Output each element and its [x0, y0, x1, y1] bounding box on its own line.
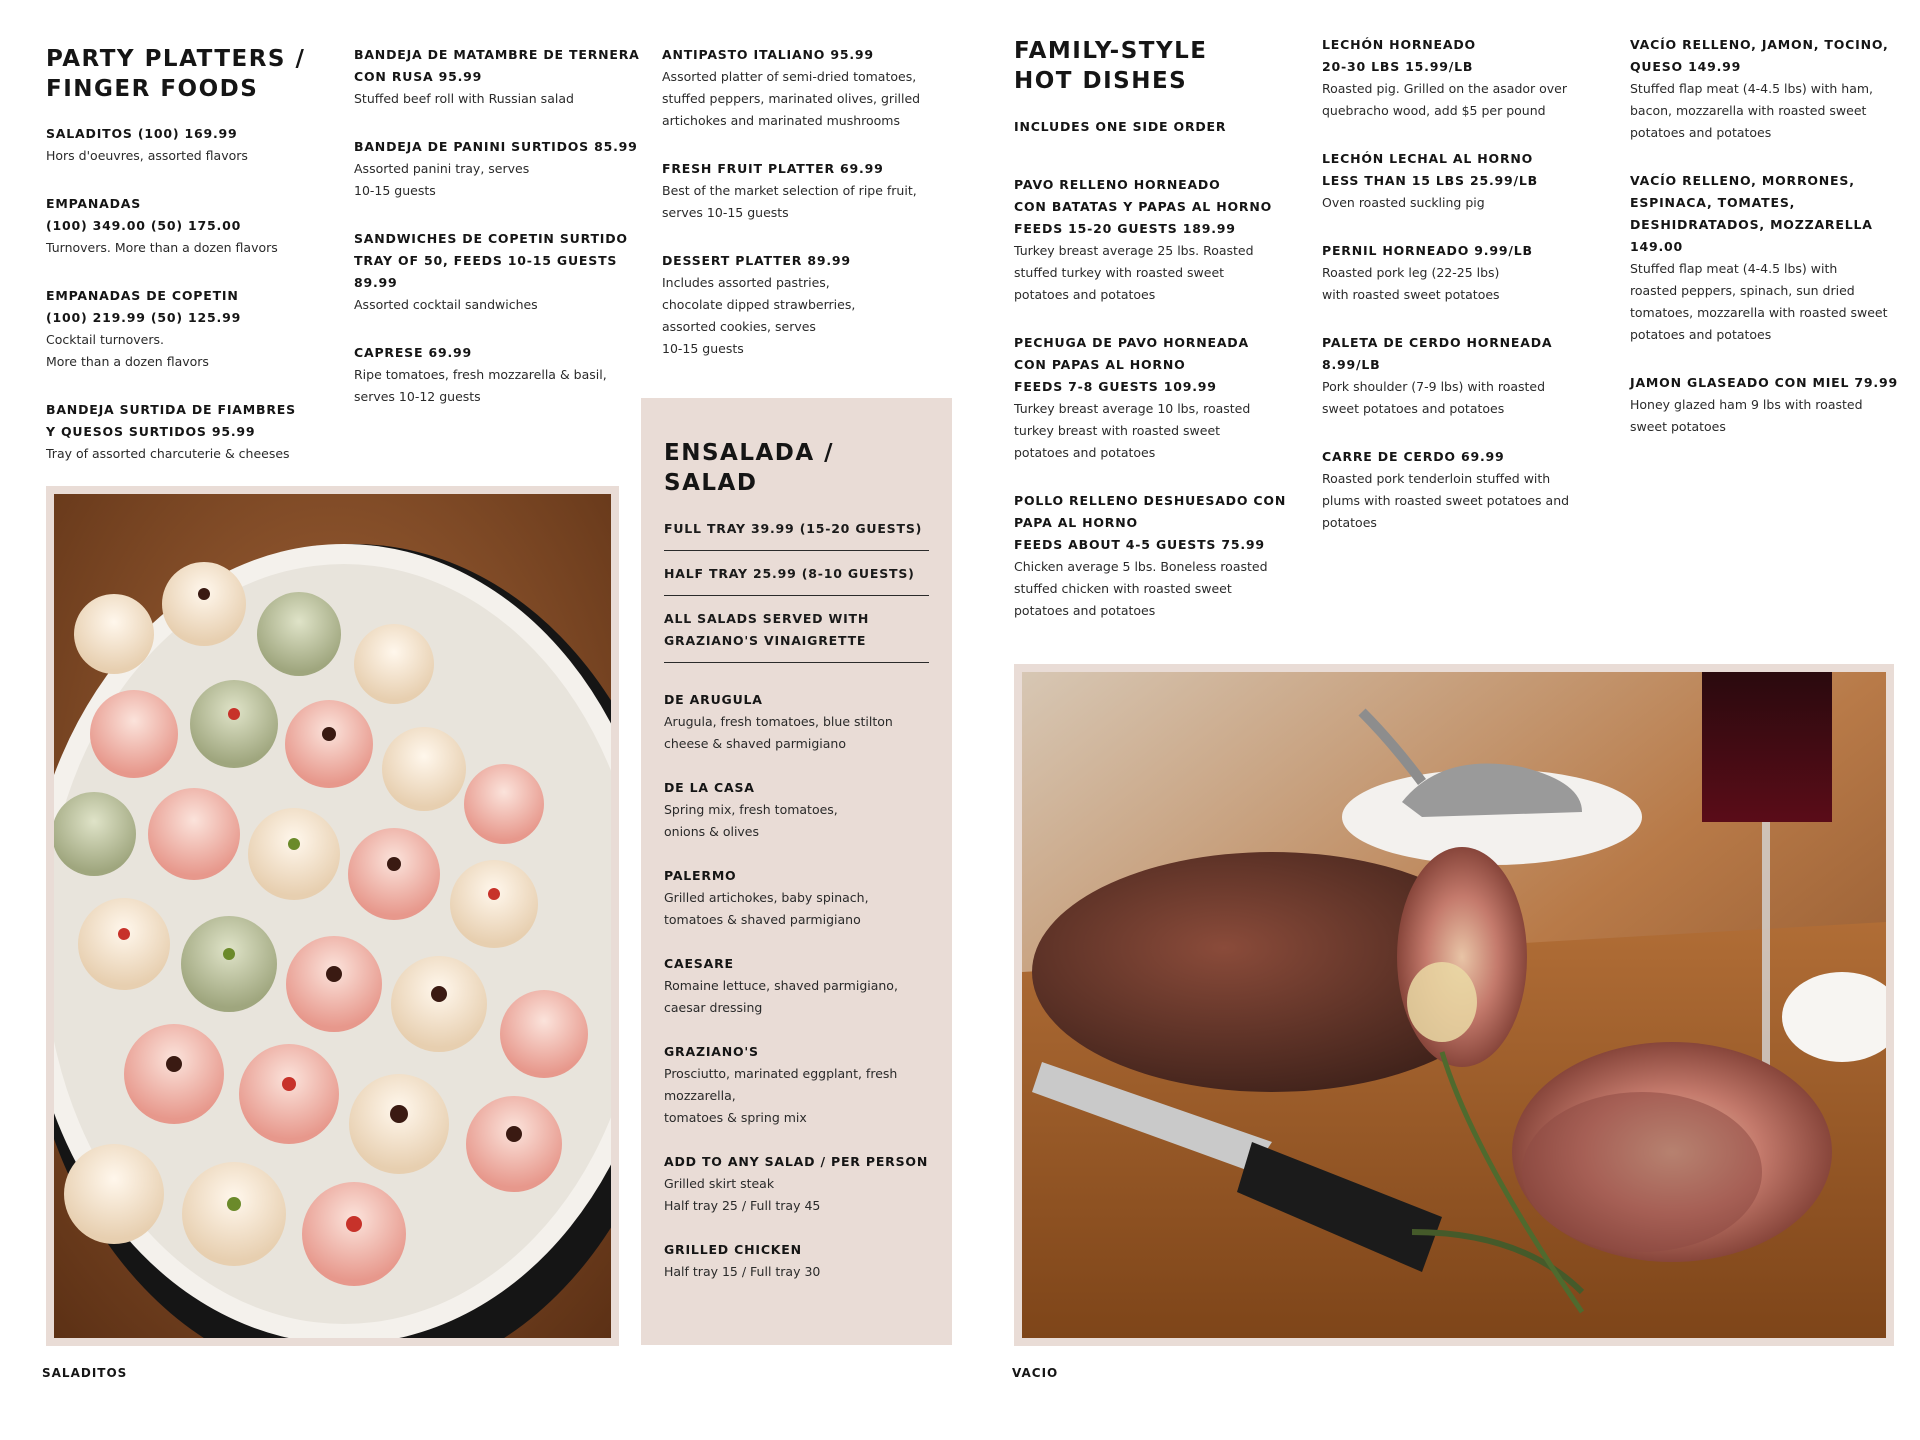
menu-item-name: BANDEJA SURTIDA DE FIAMBRES Y QUESOS SURTIDOS 95.99 [46, 402, 296, 439]
party-column-2 [354, 44, 644, 434]
menu-item-name: FRESH FRUIT PLATTER 69.99 [662, 161, 884, 176]
menu-item-name: DESSERT PLATTER 89.99 [662, 253, 851, 268]
party-platter-item [46, 285, 336, 373]
salad-item [664, 777, 929, 843]
menu-item-description: Cocktail turnovers. More than a dozen flavors [46, 332, 209, 369]
menu-item-name: PECHUGA DE PAVO HORNEADA CON PAPAS AL HORNO FEEDS 7-8 GUESTS 109.99 [1014, 335, 1249, 394]
salad-rule-1: FULL TRAY 39.99 (15-20 GUESTS) [664, 518, 929, 551]
menu-item-name: POLLO RELLENO DESHUESADO CON PAPA AL HORNO FEEDS ABOUT 4-5 GUESTS 75.99 [1014, 493, 1287, 552]
menu-item-name: CARRE DE CERDO 69.99 [1322, 449, 1505, 464]
menu-item-name: BANDEJA DE PANINI SURTIDOS 85.99 [354, 139, 638, 154]
party-platter-item [354, 136, 644, 202]
menu-item-name: ANTIPASTO ITALIANO 95.99 [662, 47, 874, 62]
party-platters-title: PARTY PLATTERS / FINGER FOODS [46, 46, 306, 102]
salad-list [664, 689, 929, 1283]
party-platter-item [46, 399, 336, 465]
menu-item-name: BANDEJA DE MATAMBRE DE TERNERA CON RUSA 95.99 [354, 47, 640, 84]
menu-item-name: VACÍO RELLENO, MORRONES, ESPINACA, TOMATES, DESHIDRATADOS, MOZZARELLA 149.00 [1630, 173, 1873, 254]
menu-item-description: Assorted cocktail sandwiches [354, 297, 538, 312]
menu-item-description: Assorted platter of semi-dried tomatoes, stuffed peppers, marinated olives, grilled artichokes and marinated mushrooms [662, 69, 921, 128]
salad-item [664, 953, 929, 1019]
menu-item-description: Prosciutto, marinated eggplant, fresh mozzarella, tomatoes & spring mix [664, 1066, 898, 1125]
menu-item-name: SANDWICHES DE COPETIN SURTIDO TRAY OF 50, FEEDS 10-15 GUESTS 89.99 [354, 231, 628, 290]
menu-item-name: CAPRESE 69.99 [354, 345, 473, 360]
menu-item-description: Assorted panini tray, serves 10-15 guests [354, 161, 530, 198]
hot-dish-item [1014, 174, 1304, 306]
menu-item-description: Roasted pig. Grilled on the asador over quebracho wood, add $5 per pound [1322, 81, 1568, 118]
salad-item [664, 689, 929, 755]
hot-dish-item [1014, 332, 1304, 464]
menu-item-name: PAVO RELLENO HORNEADO CON BATATAS Y PAPAS AL HORNO FEEDS 15-20 GUESTS 189.99 [1014, 177, 1273, 236]
menu-item-name: GRILLED CHICKEN [664, 1242, 802, 1257]
party-platter-item [354, 228, 644, 316]
salad-item [664, 1151, 929, 1217]
hot-dish-item [1322, 446, 1612, 534]
saladitos-image [54, 494, 611, 1338]
menu-item-description: Pork shoulder (7-9 lbs) with roasted sweet potatoes and potatoes [1322, 379, 1546, 416]
menu-item-description: Roasted pork tenderloin stuffed with plums with roasted sweet potatoes and potatoes [1322, 471, 1570, 530]
family-column-2 [1322, 34, 1612, 560]
menu-item-name: DE LA CASA [664, 780, 755, 795]
menu-item-name: SALADITOS (100) 169.99 [46, 126, 238, 141]
menu-item-description: Stuffed beef roll with Russian salad [354, 91, 574, 106]
party-platter-item [354, 342, 644, 408]
family-style-title: FAMILY-STYLE HOT DISHES [1014, 38, 1208, 94]
party-platter-item [662, 158, 952, 224]
family-style-subtitle: INCLUDES ONE SIDE ORDER [1014, 119, 1227, 134]
salad-rule-2: HALF TRAY 25.99 (8-10 GUESTS) [664, 563, 929, 596]
menu-item-description: Hors d'oeuvres, assorted flavors [46, 148, 248, 163]
menu-item-name: PERNIL HORNEADO 9.99/LB [1322, 243, 1533, 258]
menu-item-name: EMPANADAS DE COPETIN (100) 219.99 (50) 125.99 [46, 288, 242, 325]
menu-item-name: GRAZIANO'S [664, 1044, 759, 1059]
menu-item-description: Grilled artichokes, baby spinach, tomatoes & shaved parmigiano [664, 890, 869, 927]
party-platter-item [46, 193, 336, 259]
menu-item-description: Arugula, fresh tomatoes, blue stilton cheese & shaved parmigiano [664, 714, 893, 751]
salad-item [664, 865, 929, 931]
hot-dish-item [1322, 148, 1612, 214]
menu-item-description: Honey glazed ham 9 lbs with roasted sweet potatoes [1630, 397, 1863, 434]
party-platter-item [46, 123, 336, 167]
menu-item-name: ADD TO ANY SALAD / PER PERSON [664, 1154, 929, 1169]
saladitos-caption: SALADITOS [42, 1366, 128, 1380]
menu-item-name: DE ARUGULA [664, 692, 763, 707]
menu-item-description: Oven roasted suckling pig [1322, 195, 1485, 210]
menu-item-name: PALETA DE CERDO HORNEADA 8.99/LB [1322, 335, 1553, 372]
menu-item-name: EMPANADAS (100) 349.00 (50) 175.00 [46, 196, 242, 233]
menu-item-name: JAMON GLASEADO CON MIEL 79.99 [1630, 375, 1898, 390]
menu-item-name: PALERMO [664, 868, 737, 883]
party-platter-item [662, 250, 952, 360]
hot-dish-item [1322, 34, 1612, 122]
menu-item-name: LECHÓN LECHAL AL HORNO LESS THAN 15 LBS 25.99/LB [1322, 151, 1538, 188]
menu-item-description: Chicken average 5 lbs. Boneless roasted stuffed chicken with roasted sweet potatoes and potatoes [1014, 559, 1268, 618]
vacio-image [1022, 672, 1886, 1338]
salad-item [664, 1239, 929, 1283]
menu-item-description: Stuffed flap meat (4-4.5 lbs) with ham, bacon, mozzarella with roasted sweet potatoes and potatoes [1630, 81, 1873, 140]
menu-item-name: CAESARE [664, 956, 734, 971]
menu-item-description: Spring mix, fresh tomatoes, onions & olives [664, 802, 838, 839]
menu-item-description: Half tray 15 / Full tray 30 [664, 1264, 821, 1279]
party-column-1 [46, 123, 336, 491]
menu-item-description: Turkey breast average 25 lbs. Roasted stuffed turkey with roasted sweet potatoes and potatoes [1014, 243, 1254, 302]
menu-item-description: Turkey breast average 10 lbs, roasted turkey breast with roasted sweet potatoes and potatoes [1014, 401, 1251, 460]
menu-item-description: Tray of assorted charcuterie & cheeses [46, 446, 290, 461]
vacio-photo [1014, 664, 1894, 1346]
party-platter-item [354, 44, 644, 110]
salad-panel [641, 398, 952, 1345]
menu-item-name: VACÍO RELLENO, JAMON, TOCINO, QUESO 149.99 [1630, 37, 1889, 74]
menu-item-description: Romaine lettuce, shaved parmigiano, caesar dressing [664, 978, 898, 1015]
salad-item [664, 1041, 929, 1129]
menu-item-description: Stuffed flap meat (4-4.5 lbs) with roasted peppers, spinach, sun dried tomatoes, mozzarella with roasted sweet potatoes and potatoes [1630, 261, 1888, 342]
menu-item-description: Roasted pork leg (22-25 lbs) with roasted sweet potatoes [1322, 265, 1500, 302]
hot-dish-item [1014, 490, 1304, 622]
menu-item-description: Grilled skirt steak Half tray 25 / Full tray 45 [664, 1176, 821, 1213]
salad-rule-3: ALL SALADS SERVED WITH GRAZIANO'S VINAIGRETTE [664, 608, 929, 663]
hot-dish-item [1630, 372, 1920, 438]
family-column-3 [1630, 34, 1920, 464]
family-column-1 [1014, 174, 1304, 648]
party-column-3 [662, 44, 952, 386]
menu-item-name: LECHÓN HORNEADO 20-30 LBS 15.99/LB [1322, 37, 1476, 74]
hot-dish-item [1322, 240, 1612, 306]
menu-item-description: Ripe tomatoes, fresh mozzarella & basil, serves 10-12 guests [354, 367, 607, 404]
salad-title: ENSALADA / SALAD [664, 440, 835, 496]
saladitos-photo [46, 486, 619, 1346]
vacio-caption: VACIO [1012, 1366, 1059, 1380]
menu-item-description: Best of the market selection of ripe fruit, serves 10-15 guests [662, 183, 917, 220]
hot-dish-item [1630, 34, 1920, 144]
party-platter-item [662, 44, 952, 132]
hot-dish-item [1630, 170, 1920, 346]
menu-item-description: Turnovers. More than a dozen flavors [46, 240, 278, 255]
menu-item-description: Includes assorted pastries, chocolate dipped strawberries, assorted cookies, serves 10-15 guests [662, 275, 856, 356]
hot-dish-item [1322, 332, 1612, 420]
